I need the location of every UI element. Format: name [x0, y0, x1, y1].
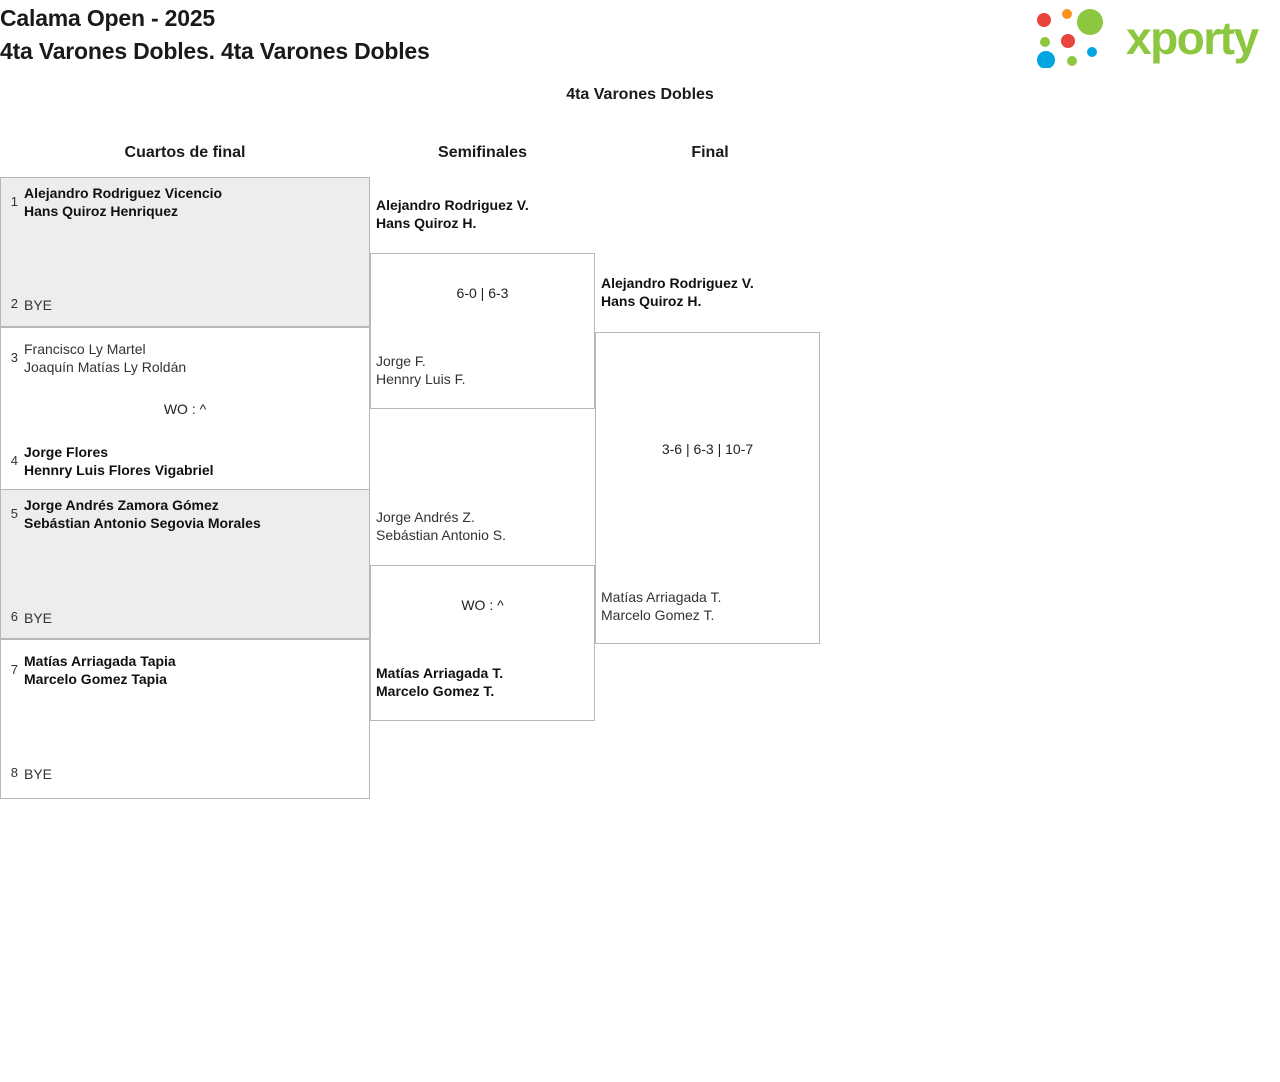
seed-number: 3 — [10, 350, 18, 365]
bracket-title: 4ta Varones Dobles — [566, 86, 714, 103]
team-bye: BYE — [24, 766, 53, 782]
category-name: 4ta Varones Dobles. 4ta Varones Dobles — [0, 38, 430, 64]
round-header-quarterfinals: Cuartos de final — [124, 144, 246, 161]
match-score: 6-0 | 6-3 — [456, 285, 509, 301]
seed-number: 7 — [10, 662, 18, 677]
team-bye: BYE — [24, 610, 53, 626]
match-score: 3-6 | 6-3 | 10-7 — [661, 441, 754, 457]
xporty-wordmark: xporty — [1126, 12, 1258, 64]
match-score: WO : ^ — [163, 401, 207, 417]
round-header-semifinals: Semifinales — [438, 144, 527, 161]
team-players: Matías Arriagada T. Marcelo Gomez T. — [601, 589, 722, 623]
team-players: Alejandro Rodriguez Vicencio Hans Quiroz Henriquez — [24, 185, 223, 219]
page-title — [0, 2, 430, 68]
team-players: Francisco Ly Martel Joaquín Matías Ly Roldán — [24, 341, 187, 375]
tournament-name: Calama Open - 2025 — [0, 5, 216, 31]
team-players: Alejandro Rodriguez V. Hans Quiroz H. — [376, 197, 529, 231]
seed-number: 6 — [10, 609, 18, 624]
match-score: WO : ^ — [461, 597, 504, 613]
team-players: Jorge Andrés Z. Sebástian Antonio S. — [376, 509, 506, 543]
team-bye: BYE — [24, 297, 53, 313]
team-players: Matías Arriagada T. Marcelo Gomez T. — [376, 665, 504, 699]
team-players: Matías Arriagada Tapia Marcelo Gomez Tapia — [24, 653, 176, 687]
seed-number: 5 — [10, 506, 18, 521]
seed-number: 1 — [10, 194, 18, 209]
xporty-dots-icon — [1034, 8, 1122, 68]
page-header — [0, 0, 1280, 78]
team-players: Jorge F. Hennry Luis F. — [376, 353, 466, 387]
seed-number: 2 — [10, 296, 18, 311]
seed-number: 8 — [10, 765, 18, 780]
seed-number: 4 — [10, 453, 18, 468]
team-players: Jorge Flores Hennry Luis Flores Vigabriel — [24, 444, 214, 478]
round-header-final: Final — [691, 144, 729, 161]
team-players: Jorge Andrés Zamora Gómez Sebástian Antonio Segovia Morales — [24, 497, 261, 531]
team-players: Alejandro Rodriguez V. Hans Quiroz H. — [601, 275, 754, 309]
xporty-logo — [1034, 8, 1274, 70]
